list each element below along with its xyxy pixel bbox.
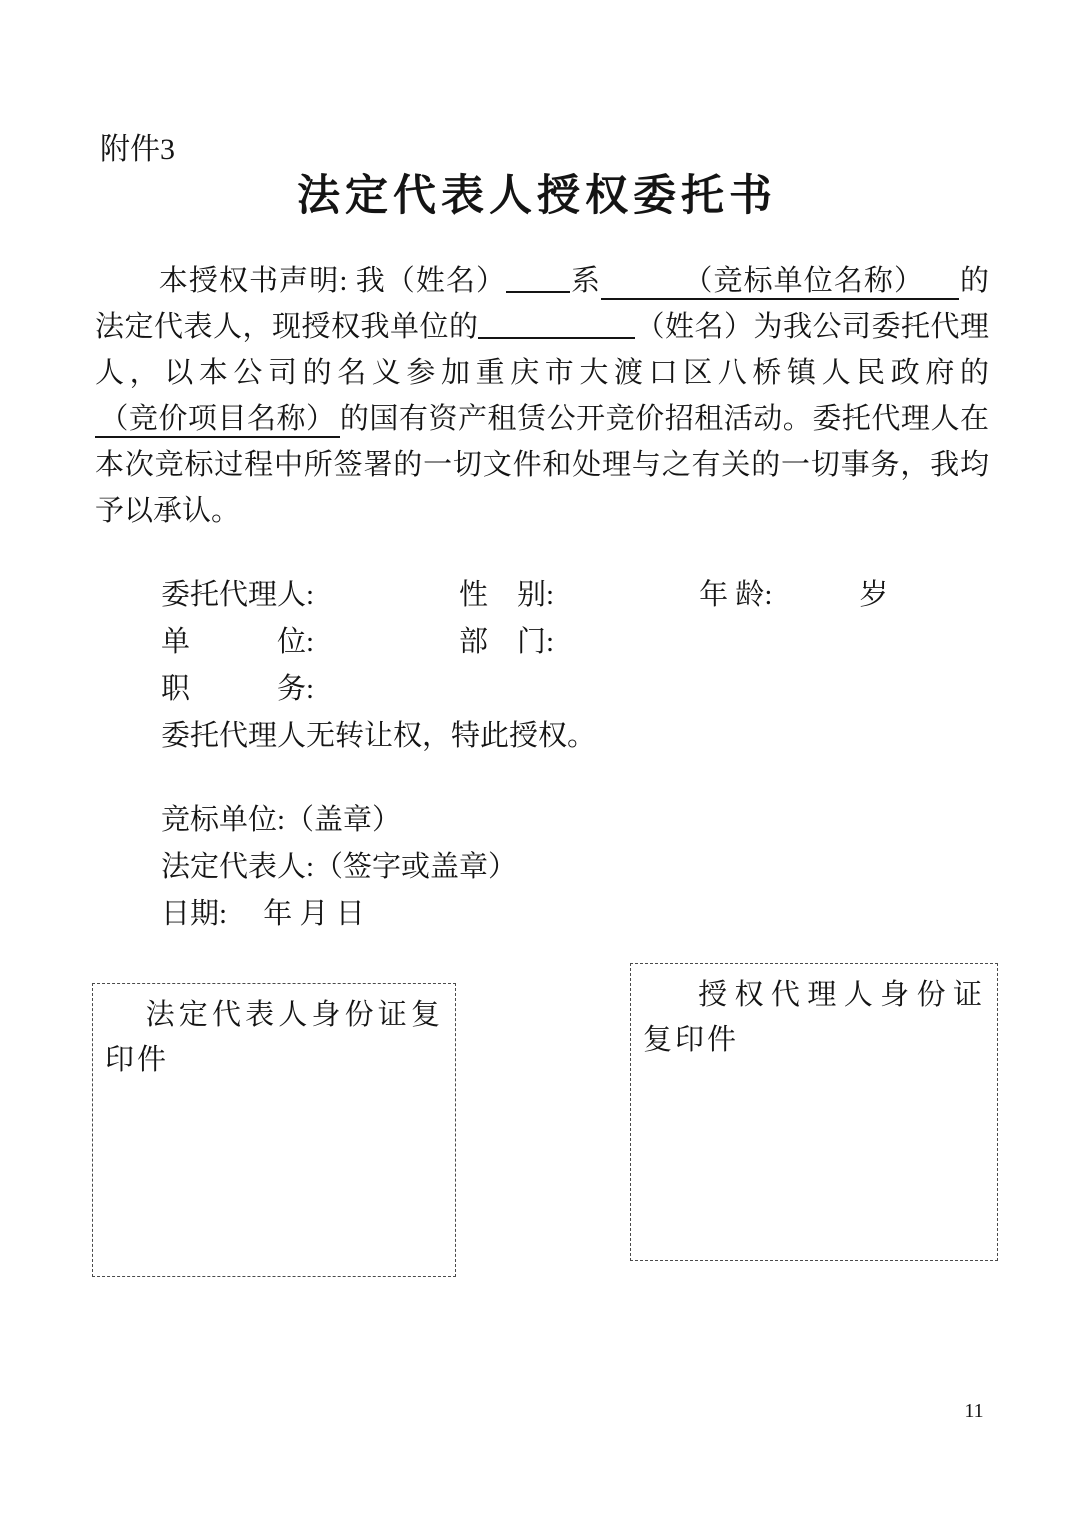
declaration-line-5: 本次竞标过程中所签署的一切文件和处理与之有关的一切事务，我均 [95, 449, 989, 481]
declaration-line1-lead: 本授权书声明: 我（姓名） [158, 265, 507, 297]
legal-representative-sign-line: 法定代表人:（签字或盖章） [161, 851, 518, 883]
declaration-line-3: 人，以本公司的名义参加重庆市大渡口区八桥镇人民政府的 [95, 357, 989, 389]
agent-unit-department-row: 单 位: 部 门: [161, 626, 555, 658]
bidder-name-placeholder: （竞标单位名称） [682, 265, 925, 297]
bidder-name-blank-underline [601, 265, 959, 300]
blank-pad [601, 289, 682, 290]
declaration-line-4 [95, 396, 989, 442]
blank-pad [924, 289, 959, 290]
declaration-line4-tail: 的国有资产租赁公开竞价招租活动。委托代理人在 [339, 403, 989, 435]
legal-rep-id-copy-label: 法定代表人身份证复印件 [105, 999, 443, 1076]
declaration-line-6: 予以承认。 [95, 495, 241, 527]
declaration-line2-lead: 法定代表人，现授权我单位的 [95, 311, 479, 343]
agent-name-gender-age-row: 委托代理人: 性 别: 年 龄: 岁 [161, 579, 889, 611]
name-blank-underline [506, 262, 570, 293]
bidder-seal-line: 竞标单位:（盖章） [161, 804, 402, 836]
authorized-agent-id-copy-box [630, 963, 998, 1261]
project-name-blank-underline: （竞价项目名称） [95, 403, 340, 438]
declaration-paragraph [95, 258, 989, 534]
declaration-line-2 [95, 304, 989, 350]
legal-rep-id-copy-box [92, 983, 456, 1277]
page-title: 法定代表人授权委托书 [297, 172, 777, 220]
declaration-line1-tail: 的 [958, 265, 989, 297]
signature-section [95, 797, 517, 938]
agent-info-section [95, 572, 888, 760]
authorized-agent-id-copy-label: 授权代理人身份证复印件 [643, 979, 985, 1056]
declaration-line1-connector: 系 [569, 265, 602, 297]
page-number: 11 [964, 1400, 984, 1422]
agent-name-blank-underline [478, 308, 635, 339]
agent-no-transfer-statement: 委托代理人无转让权，特此授权。 [161, 720, 597, 752]
agent-position-row: 职 务: [161, 673, 315, 705]
date-line: 日期: 年 月 日 [161, 898, 365, 930]
attachment-label: 附件3 [100, 133, 175, 166]
declaration-line-1 [95, 258, 989, 304]
declaration-line2-tail: （姓名）为我公司委托代理 [635, 311, 989, 343]
